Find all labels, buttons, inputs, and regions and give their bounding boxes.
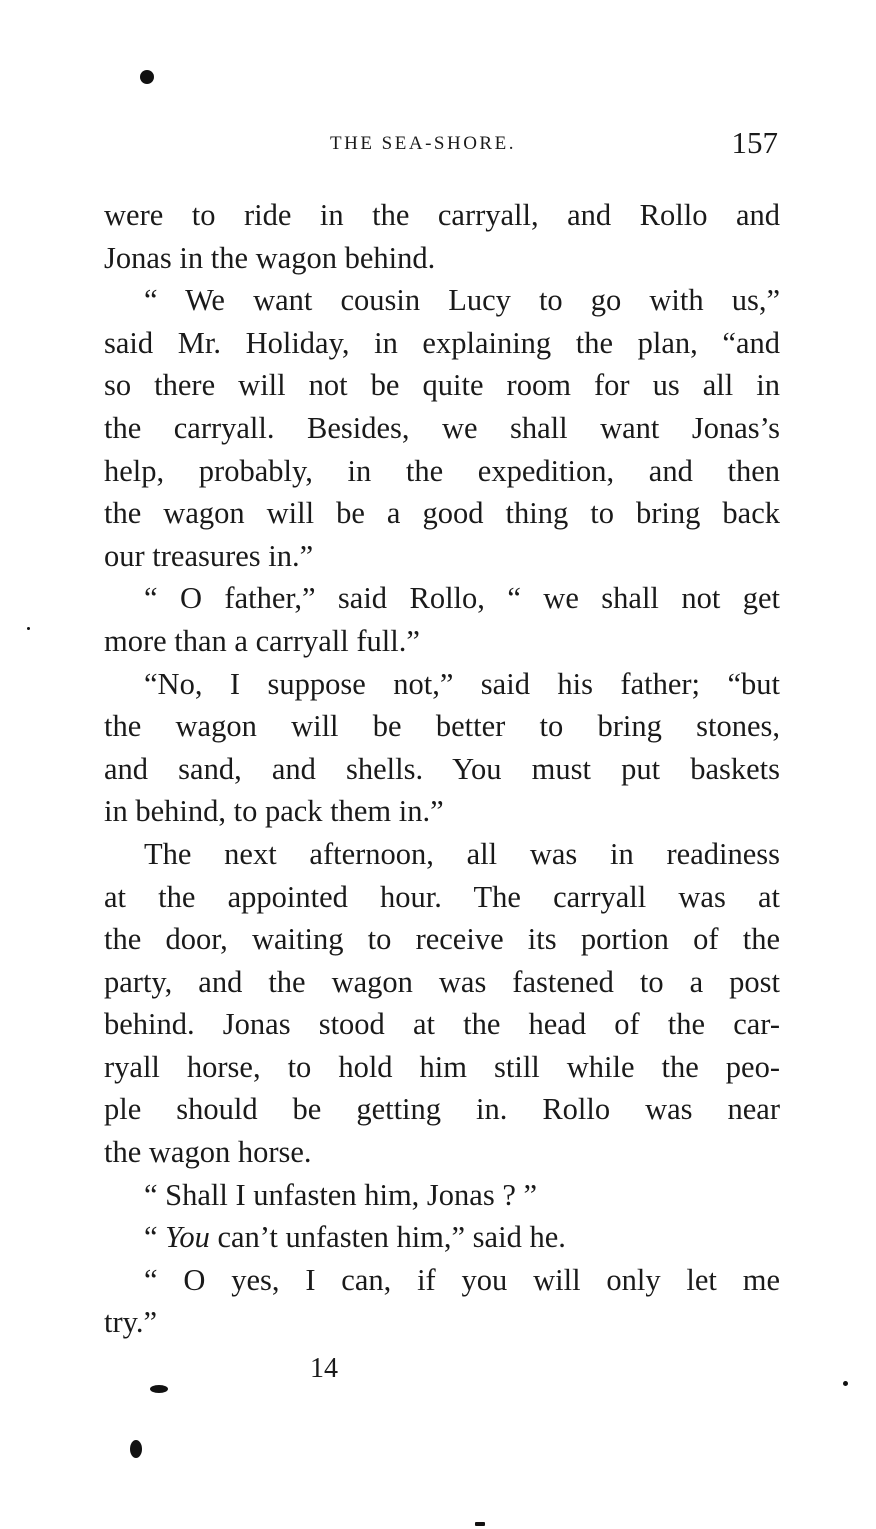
text-line: the wagon will be better to bring stones, bbox=[104, 709, 780, 744]
text-line: “ We want cousin Lucy to go with us,” bbox=[144, 283, 780, 318]
text-line: the carryall. Besides, we shall want Jonas’s bbox=[104, 410, 780, 445]
text-line: our treasures in.” bbox=[104, 538, 314, 573]
text-line: said Mr. Holiday, in explaining the plan, “and bbox=[104, 325, 780, 360]
text-line: “ Shall I unfasten him, Jonas ? ” bbox=[144, 1177, 538, 1212]
page-number: 157 bbox=[731, 125, 778, 160]
body-text bbox=[104, 194, 780, 1344]
text-line bbox=[104, 1216, 780, 1259]
text-line: Jonas in the wagon behind. bbox=[104, 240, 436, 275]
text-line: in behind, to pack them in.” bbox=[104, 794, 444, 829]
ink-spot bbox=[150, 1385, 168, 1393]
text-line: so there will not be quite room for us all in bbox=[104, 368, 780, 403]
text-line: try.” bbox=[104, 1305, 158, 1340]
text-line: were to ride in the carryall, and Rollo and bbox=[104, 198, 780, 232]
text-line: The next afternoon, all was in readiness bbox=[144, 836, 780, 871]
text-line: the wagon horse. bbox=[104, 1135, 312, 1170]
text-line: more than a carryall full.” bbox=[104, 623, 420, 658]
text-line: and sand, and shells. You must put baskets bbox=[104, 751, 780, 786]
text-line: “No, I suppose not,” said his father; “but bbox=[144, 666, 780, 701]
signature-mark: 14 bbox=[310, 1353, 338, 1384]
text-line: the wagon will be a good thing to bring back bbox=[104, 496, 780, 531]
running-head: THE SEA-SHORE. bbox=[330, 133, 516, 154]
italic-word: You bbox=[165, 1220, 210, 1255]
ink-spot bbox=[843, 1381, 848, 1386]
text-line: party, and the wagon was fastened to a post bbox=[104, 964, 780, 999]
text-line: “ O yes, I can, if you will only let me bbox=[144, 1262, 780, 1297]
text-line: ryall horse, to hold him still while the peo- bbox=[104, 1049, 780, 1084]
ink-spot bbox=[475, 1522, 485, 1526]
ink-spot bbox=[27, 627, 30, 630]
text-fragment: “ bbox=[144, 1220, 166, 1255]
text-line: at the appointed hour. The carryall was at bbox=[104, 879, 780, 914]
text-fragment: can’t unfasten him,” said he. bbox=[209, 1220, 566, 1255]
ink-spot bbox=[130, 1440, 142, 1458]
text-line: ple should be getting in. Rollo was near bbox=[104, 1092, 780, 1127]
text-line: the door, waiting to receive its portion of the bbox=[104, 922, 780, 957]
text-line: help, probably, in the expedition, and then bbox=[104, 453, 780, 488]
text-line: behind. Jonas stood at the head of the car- bbox=[104, 1007, 780, 1042]
ink-spot bbox=[140, 70, 154, 84]
text-line: “ O father,” said Rollo, “ we shall not get bbox=[144, 581, 780, 616]
page-header bbox=[104, 125, 780, 165]
